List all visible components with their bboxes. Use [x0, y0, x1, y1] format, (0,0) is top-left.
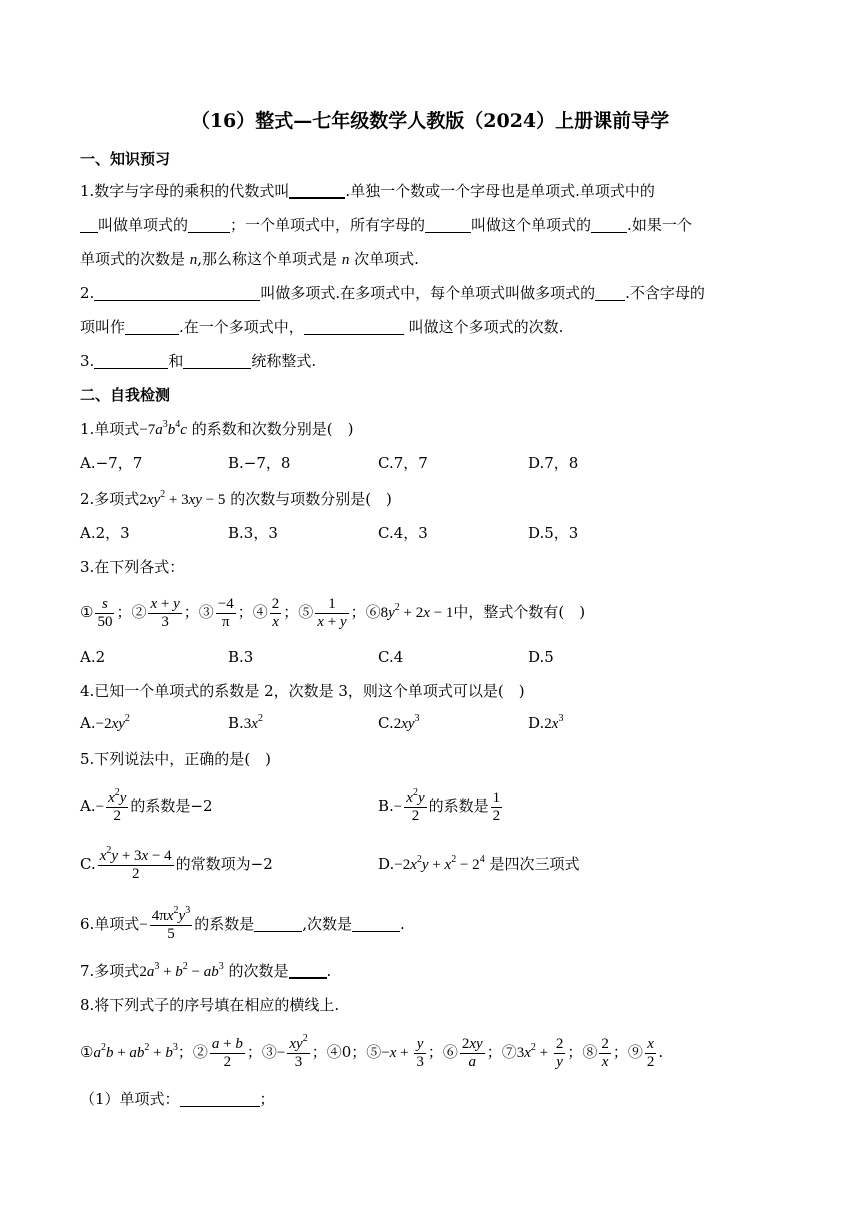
preview-q1-line3 — [80, 248, 780, 271]
text: 6.单项式 — [80, 915, 140, 933]
text: 7.多项式 — [80, 962, 140, 980]
text: ； — [259, 1090, 275, 1108]
selftest-q7 — [80, 960, 780, 983]
selftest-q1-stem — [80, 418, 780, 441]
q5-option-a[interactable]: A.− $\frac{x^2y}{2}$ 的系数是−2 — [80, 786, 213, 824]
text: 和 — [168, 352, 184, 370]
fraction: $\frac{2}{y}$ — [555, 1035, 564, 1070]
text: ；④0；⑤ — [311, 1043, 382, 1061]
answer-blank[interactable] — [352, 915, 400, 932]
text: 叫做这个单项式的 — [471, 216, 592, 234]
fraction: $\frac{1}{2}$ — [492, 789, 501, 824]
q1-option-a[interactable]: A.−7，7 — [80, 454, 143, 472]
fraction: $\frac{a + b}{2}$ — [211, 1035, 243, 1070]
section-heading-selftest: 二、自我检测 — [80, 386, 171, 404]
text: A. — [80, 714, 96, 732]
q4-option-c[interactable]: $C.2xy^3$ — [378, 713, 420, 732]
text: 项叫作 — [80, 318, 126, 336]
text: . — [326, 962, 332, 980]
text: 是四次三项式 — [489, 855, 580, 873]
text: 统称整式. — [251, 352, 317, 370]
text: ① — [80, 603, 94, 621]
fraction: $\frac{1}{x + y}$ — [317, 595, 347, 630]
preview-q1-line1 — [80, 180, 780, 202]
text: B. — [378, 797, 394, 815]
answer-blank[interactable] — [425, 216, 471, 233]
fraction: $\frac{x^2y + 3x - 4}{2}$ — [99, 844, 172, 882]
text: 2.多项式 — [80, 490, 140, 508]
fraction: $\frac{2xy}{a}$ — [461, 1035, 483, 1070]
text: ；② — [177, 1043, 208, 1061]
preview-q3 — [80, 350, 780, 372]
text: 次单项式. — [349, 250, 419, 268]
answer-blank[interactable] — [183, 352, 251, 369]
answer-blank[interactable] — [188, 216, 230, 233]
text: ；③ — [246, 1043, 277, 1061]
fraction: $\frac{-4}{\pi}$ — [217, 595, 234, 630]
text: 中，整式个数有( ) — [453, 603, 586, 621]
text: ,次数是 — [302, 915, 352, 933]
answer-blank[interactable] — [80, 216, 98, 233]
selftest-q3-stem: 3.在下列各式： — [80, 558, 185, 576]
text: .单独一个数或一个字母也是单项式.单项式中的 — [345, 182, 655, 200]
math-expression: $8y^2 + 2x - 1$ — [380, 602, 454, 621]
text: 的次数是 — [228, 962, 289, 980]
text: C. — [80, 855, 96, 873]
fraction: $\frac{x + y}{3}$ — [150, 595, 180, 630]
q3-option-c[interactable]: C.4 — [378, 648, 404, 666]
fraction: $\frac{x^2y}{2}$ — [406, 786, 425, 824]
text: C. — [378, 714, 394, 732]
fraction: $\frac{y}{3}$ — [416, 1035, 424, 1070]
q1-option-d[interactable]: D.7，8 — [528, 454, 579, 472]
fraction: $\frac{x^2y}{2}$ — [108, 786, 127, 824]
q4-option-b[interactable]: $B.3x^2$ — [228, 713, 263, 732]
q3-option-a[interactable]: A.2 — [80, 648, 106, 666]
text: 单项式的次数是 — [80, 250, 190, 268]
math-expression: $2a^3 + b^2 - ab^3$ — [139, 961, 224, 980]
text: ；⑥ — [350, 603, 381, 621]
q1-option-c[interactable]: C.7，7 — [378, 454, 428, 472]
q2-option-c[interactable]: C.4，3 — [378, 524, 428, 542]
text: 的系数是−2 — [130, 797, 213, 815]
text: D. — [378, 855, 395, 873]
answer-blank[interactable] — [289, 181, 345, 199]
text: ；⑦ — [486, 1043, 517, 1061]
selftest-q5-stem: 5.下列说法中，正确的是( ) — [80, 750, 272, 768]
fraction: $\frac{2}{x}$ — [601, 1035, 609, 1070]
text: .如果一个 — [627, 216, 692, 234]
fraction: $\frac{4\pi x^2y^3}{5}$ — [151, 904, 191, 942]
fraction: $\frac{s}{50}$ — [97, 595, 113, 630]
text: . — [658, 1043, 664, 1061]
text: （1）单项式： — [80, 1090, 180, 1108]
answer-blank[interactable] — [591, 216, 627, 233]
selftest-q4-stem: 4.已知一个单项式的系数是 2，次数是 3，则这个单项式可以是( ) — [80, 682, 525, 700]
q5-option-c[interactable] — [80, 842, 273, 886]
selftest-q6: 6.单项式− $\frac{4\pi x^2y^3}{5}$ 的系数是 ,次数是 . — [80, 904, 405, 942]
math-expression: $2xy^2 + 3xy - 5$ — [139, 489, 226, 508]
answer-blank[interactable] — [180, 1090, 260, 1107]
fraction: $\frac{xy^2}{3}$ — [289, 1032, 308, 1070]
selftest-q8-expressions: $①a^2b + ab^2 + b^3$；② $\frac{a + b}{2}$ ；③− $\frac{xy^2}{3}$ ；④0；⑤−x + $\frac{y}{3}$ ；⑥ $\frac{2xy}{a}$ ；$⑦3x^2$ + $\frac{2}{y}$ ；⑧ $\frac{2}{x}$ ；⑨ $\frac{x}{2}$ . — [80, 1032, 664, 1070]
text: 3. — [80, 352, 95, 370]
text: ；⑧ — [567, 1043, 598, 1061]
text: 叫做单项式的 — [98, 216, 189, 234]
text: ,那么称这个单项式是 — [197, 250, 342, 268]
text: ；一个单项式中，所有字母的 — [230, 216, 426, 234]
selftest-q2-stem — [80, 488, 780, 511]
selftest-q8-stem: 8.将下列式子的序号填在相应的横线上. — [80, 996, 340, 1014]
answer-blank[interactable] — [94, 284, 260, 301]
text: 叫做这个多项式的次数. — [403, 318, 564, 336]
answer-blank[interactable] — [254, 915, 302, 932]
text: ；⑤ — [283, 603, 314, 621]
math-expression: $-7a^3b^4c$ — [139, 419, 187, 438]
q4-option-d[interactable]: $D.2x^3$ — [528, 713, 564, 732]
q2-option-b[interactable]: B.3，3 — [228, 524, 278, 542]
text: ① — [80, 1043, 94, 1061]
selftest-q3-expressions — [80, 590, 780, 635]
section-heading-preview: 一、知识预习 — [80, 150, 171, 168]
text: ；③ — [183, 603, 214, 621]
preview-q1-line2 — [80, 214, 780, 236]
text: 1.单项式 — [80, 420, 140, 438]
text: .不含字母的 — [625, 284, 705, 302]
text: 的次数与项数分别是( ) — [230, 490, 392, 508]
text: B. — [228, 714, 244, 732]
preview-q2-line1 — [80, 282, 780, 304]
q1-option-b[interactable]: B.−7，8 — [228, 454, 291, 472]
text: 的常数项为−2 — [175, 855, 273, 873]
variable: n — [341, 252, 350, 268]
text: D. — [528, 714, 545, 732]
q2-option-a[interactable]: A.2，3 — [80, 524, 130, 542]
text: 的系数是 — [428, 797, 489, 815]
answer-blank[interactable] — [125, 318, 179, 335]
text: .在一个多项式中， — [179, 318, 304, 336]
text: 2. — [80, 284, 95, 302]
text: 叫做多项式.在多项式中，每个单项式叫做多项式的 — [260, 284, 596, 302]
text: ；② — [116, 603, 147, 621]
answer-blank[interactable] — [304, 318, 404, 335]
preview-q2-line2 — [80, 316, 780, 338]
text: 1.数字与字母的乘积的代数式叫 — [80, 182, 290, 200]
fraction: $\frac{x}{2}$ — [646, 1035, 655, 1070]
q8-sub1 — [80, 1088, 780, 1110]
fraction: $\frac{2}{x}$ — [271, 595, 280, 630]
q5-option-d[interactable]: $D.-2x^2y + x^2 - 2^4$ 是四次三项式 — [378, 854, 580, 873]
q5-option-b[interactable]: B.− $\frac{x^2y}{2}$ 的系数是 $\frac{1}{2}$ — [378, 786, 501, 824]
text: ；⑨ — [612, 1043, 643, 1061]
text: A. — [80, 797, 96, 815]
text: 的系数是 — [194, 915, 255, 933]
text: ；④ — [237, 603, 268, 621]
answer-blank[interactable] — [595, 284, 625, 301]
q3-option-b[interactable]: B.3 — [228, 648, 254, 666]
answer-blank[interactable] — [94, 352, 168, 369]
text: ；⑥ — [427, 1043, 458, 1061]
answer-blank[interactable] — [289, 961, 327, 979]
q4-option-a[interactable]: $A.-2xy^2$ — [80, 713, 130, 732]
text: 的系数和次数分别是( ) — [191, 420, 354, 438]
q2-option-d[interactable]: D.5，3 — [528, 524, 579, 542]
variable: n — [189, 252, 198, 268]
text: . — [400, 915, 405, 933]
page-title: （16）整式—七年级数学人教版（2024）上册课前导学 — [190, 110, 670, 132]
q3-option-d[interactable]: D.5 — [528, 648, 554, 666]
